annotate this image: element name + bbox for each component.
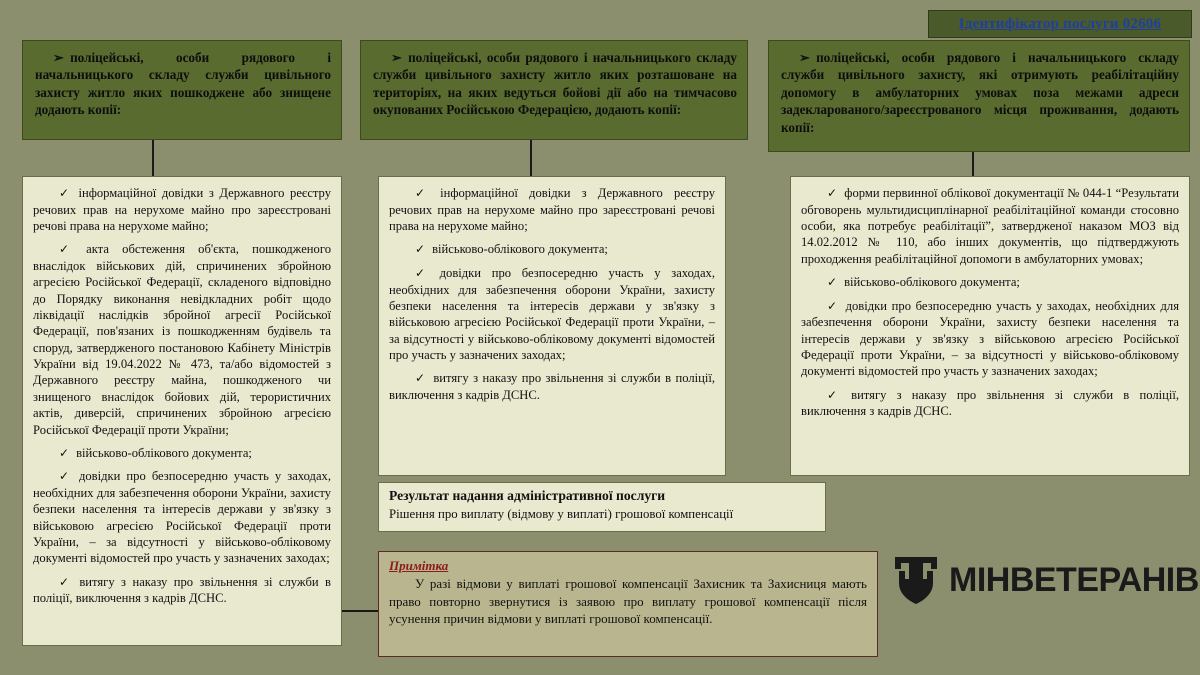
list-item xyxy=(33,445,331,462)
check-icon: ✓ xyxy=(59,186,72,200)
note-title: Примітка xyxy=(389,558,449,573)
category-header-2-text: поліцейські, особи рядового і начальницького складу служби цивільного захисту житло яких розташоване на територіях, на яких ведуться бойові дії або на тимчасово окупованих Російською Федерацією, додають копії: xyxy=(373,50,737,118)
arrow-marker-icon: ➢ xyxy=(391,50,403,65)
list-item-text: інформаційної довідки з Державного реєстру речових прав на нерухоме майно про зареєстровані речові права на нерухоме майно; xyxy=(389,186,715,233)
list-item-text: акта обстеження об'єкта, пошкодженого внаслідок військових дій, спричинених збройною агресією Російської Федерації, складеного відповідно до Порядку виконання невідкладних робіт щодо ліквідації наслідків збройної агресії Російської Федерації, пов'язаних із пошкодженням будівель та споруд, затвердженого постановою Кабінету Міністрів України від 19.04.2022 № 473, та/або відомостей з Державного реєстру майна, пошкодженого чи знищеного внаслідок бойових дій, терористичних актів, диверсій, спричинених збройною агресією Російської Федерації проти України; xyxy=(33,242,331,437)
result-box xyxy=(378,482,826,532)
list-item-text: військово-облікового документа; xyxy=(432,242,608,257)
service-id-label: Ідентифікатор послуги 02606 xyxy=(958,15,1162,32)
note-box xyxy=(378,551,878,657)
arrow-marker-icon: ➢ xyxy=(799,50,811,65)
check-icon: ✓ xyxy=(415,371,427,386)
list-item-text: довідки про безпосередню участь у заходах, необхідних для забезпечення оборони України, захисту безпеки населення та інтересів держави у зв'язку з військовою агресією Російської Федерації проти України, – за відсутності у військово-обліковому документі відомостей про участь у зазначених заходах; xyxy=(389,265,715,362)
result-text: Рішення про виплату (відмову у виплаті) грошової компенсації xyxy=(389,506,734,521)
document-list-2 xyxy=(378,176,726,476)
document-list-1 xyxy=(22,176,342,646)
check-icon: ✓ xyxy=(415,242,426,257)
list-item xyxy=(33,185,331,234)
ministry-logo xyxy=(893,552,1199,608)
check-icon: ✓ xyxy=(59,445,70,460)
list-item-text: довідки про безпосередню участь у заходах, необхідних для забезпечення оборони України, захисту безпеки населення та інтересів держави у зв'язку з військовою агресією Російської Федерації проти України, – за відсутності у військово-обліковому документі відомостей про участь у зазначених заходах; xyxy=(801,298,1179,379)
connector-arrow-note xyxy=(342,610,378,612)
arrow-marker-icon: ➢ xyxy=(53,50,65,65)
category-header-3 xyxy=(768,40,1190,152)
check-icon: ✓ xyxy=(827,298,839,313)
connector-arrow-1 xyxy=(152,140,154,176)
check-icon: ✓ xyxy=(59,242,80,257)
category-header-1 xyxy=(22,40,342,140)
result-title: Результат надання адміністративної послуги xyxy=(389,488,666,503)
service-id-badge xyxy=(928,10,1192,38)
list-item-text: довідки про безпосередню участь у заходах, необхідних для забезпечення оборони України, захисту безпеки населення та інтересів держави у зв'язку з військовою агресією Російської Федерації проти України, – за відсутності у військово-обліковому документі відомостей про участь у зазначених заходах; xyxy=(33,469,331,566)
list-item xyxy=(389,370,715,403)
category-header-1-text: поліцейські, особи рядового і начальницького складу служби цивільного захисту житло яких пошкоджене або знищене додають копії: xyxy=(35,50,331,118)
list-item-text: військово-облікового документа; xyxy=(844,275,1020,290)
check-icon: ✓ xyxy=(827,186,838,200)
list-item xyxy=(801,185,1179,267)
ministry-wordmark: МІНВЕТЕРАНІВ xyxy=(949,560,1199,599)
list-item xyxy=(389,185,715,234)
document-list-3 xyxy=(790,176,1190,476)
connector-arrow-2 xyxy=(530,140,532,176)
list-item xyxy=(33,241,331,438)
note-text: У разі відмови у виплаті грошової компенсації Захисник та Захисниця мають право повторно звернутися із заявою про виплату грошової компенсації після усунення причин відмови у виплаті грошової компенсації. xyxy=(389,576,867,626)
check-icon: ✓ xyxy=(59,469,72,484)
list-item-text: інформаційної довідки з Державного реєстру речових прав на нерухоме майно про зареєстровані речові права на нерухоме майно; xyxy=(33,186,331,233)
list-item xyxy=(389,265,715,363)
connector-arrow-3 xyxy=(972,152,974,176)
check-icon: ✓ xyxy=(827,275,838,290)
list-item-text: витягу з наказу про звільнення зі служби в поліції, виключення з кадрів ДСНС. xyxy=(33,574,331,606)
list-item-text: витягу з наказу про звільнення зі служби в поліції, виключення з кадрів ДСНС. xyxy=(389,371,716,402)
list-item xyxy=(801,298,1179,380)
list-item-text: витягу з наказу про звільнення зі служби в поліції, виключення з кадрів ДСНС. xyxy=(801,387,1179,419)
list-item xyxy=(801,274,1179,291)
list-item xyxy=(33,468,331,566)
list-item xyxy=(33,574,331,607)
check-icon: ✓ xyxy=(827,387,845,402)
category-header-2 xyxy=(360,40,748,140)
list-item-text: військово-облікового документа; xyxy=(76,445,252,460)
check-icon: ✓ xyxy=(415,265,433,280)
check-icon: ✓ xyxy=(415,186,434,200)
trident-emblem-icon xyxy=(893,555,939,605)
list-item-text: форми первинної облікової документації № 044-1 “Результати обговорень мультидисциплінарної реабілітаційної команди стосовно особи, яка потребує реабілітації”, затвердженої наказом МОЗ від 14.02.2012 № 110, або інших документів, що підтверджують проходження реабілітаційної допомоги в амбулаторних умовах; xyxy=(801,186,1179,266)
category-header-3-text: поліцейські, особи рядового і начальницького складу служби цивільного захисту, які отримують реабілітаційну допомогу в амбулаторних умовах поза межами адреси задекларованого/зареєстрованого місця проживання, додають копії: xyxy=(781,50,1179,135)
list-item xyxy=(801,387,1179,420)
check-icon: ✓ xyxy=(59,574,73,589)
list-item xyxy=(389,241,715,258)
